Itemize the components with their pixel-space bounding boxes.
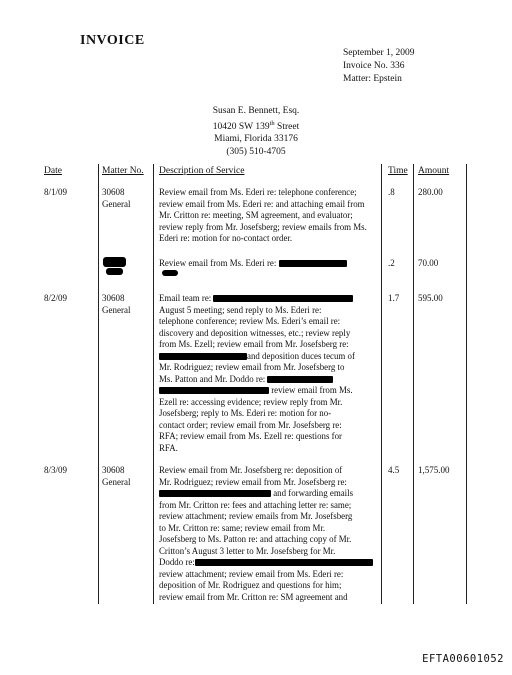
entry-description	[159, 293, 383, 454]
redaction-mark	[103, 257, 126, 267]
desc-line: Doddo re:	[159, 557, 383, 569]
desc-line: review attachment; review emails from Mr. Josefsberg	[159, 511, 353, 521]
entry-time: .8	[388, 187, 395, 197]
desc-line: Review email from Mr. Josefsberg re: deposition of	[159, 465, 343, 475]
column-rule	[466, 164, 467, 604]
desc-line: review attachment; review email from Ms. Ederi re:	[159, 568, 344, 579]
desc-line: from Mr. Critton re: fees and attaching letter re: same;	[159, 499, 352, 510]
redaction-mark	[162, 270, 178, 276]
desc-line: from Ms. Ezell; review email from Mr. Josefsberg re:	[159, 339, 349, 349]
desc-line: August 5 meeting; send reply to Ms. Ederi re:	[159, 304, 322, 315]
desc-line: contact order; review email from Mr. Josefsberg re:	[159, 419, 342, 430]
entry-matter: 30608 General	[102, 465, 131, 487]
desc-line: Mr. Rodriguez; review email from Mr. Josefsberg to	[159, 362, 345, 372]
invoice-title: INVOICE	[80, 33, 145, 48]
invoice-matter: Matter: Epstein	[343, 74, 402, 84]
entry-time: 1.7	[388, 293, 400, 303]
entry-time: 4.5	[388, 465, 400, 475]
invoice-date: September 1, 2009	[343, 48, 415, 58]
header-date: Date	[44, 166, 62, 176]
invoice-number: Invoice No. 336	[343, 61, 405, 71]
desc-line: telephone conference; review Ms. Ederi’s email re:	[159, 316, 341, 326]
desc-line: deposition of Mr. Rodriguez and questions for him;	[159, 580, 342, 590]
desc-line: to Mr. Critton re: same; review email from Mr.	[159, 522, 326, 533]
entry-description: Review email from Ms. Ederi re: telephone conference; review email from Ms. Ederi re: and attaching email from Mr. Critton re: meeting, SM agreement, and evaluator; review reply from Mr. Josefsberg; review emails from Ms. Ederi re: motion for no-contact order.	[159, 187, 367, 243]
entry-amount: 1,575.00	[418, 465, 450, 475]
column-rule	[98, 164, 99, 604]
redaction-bar	[279, 260, 347, 267]
desc-line: and forwarding emails	[159, 488, 383, 500]
redaction-mark	[106, 268, 123, 275]
entry-date: 8/1/09	[44, 187, 68, 197]
desc-line: review email from Mr. Critton re: SM agreement and	[159, 591, 348, 602]
header-time: Time	[388, 166, 408, 176]
entry-time: .2	[388, 258, 395, 268]
entry-amount: 70.00	[418, 258, 439, 268]
document-id: EFTA00601052	[422, 653, 504, 665]
desc-line: and deposition duces tecum of	[159, 351, 383, 363]
desc-line: Ezell re: accessing evidence; review reply from Mr.	[159, 396, 343, 407]
column-rule	[153, 164, 154, 604]
desc-line: Josefsberg to Ms. Patton re: and attaching copy of Mr.	[159, 534, 352, 544]
address-city: Miami, Florida 33176	[214, 134, 298, 145]
desc-line: review email from Ms.	[159, 385, 383, 397]
desc-line: RFA.	[159, 442, 178, 453]
entry-date: 8/2/09	[44, 293, 68, 303]
desc-line: Josefsberg; reply to Ms. Ederi re: motion for no-	[159, 408, 332, 418]
desc-line: Email team re:	[159, 293, 383, 305]
desc-line: Ms. Patton and Mr. Doddo re:	[159, 374, 383, 386]
address-name: Susan E. Bennett, Esq.	[212, 106, 300, 116]
entry-date: 8/3/09	[44, 465, 68, 475]
entry-description	[159, 465, 383, 603]
entry-matter: 30608 General	[102, 187, 131, 209]
header-matter: Matter No.	[102, 166, 144, 176]
desc-line: Mr. Rodriguez; review email from Mr. Josefsberg re:	[159, 476, 347, 487]
entry-amount: 595.00	[418, 293, 443, 303]
address-street: 10420 SW 139th Street	[212, 119, 300, 132]
desc-line: Critton’s August 3 letter to Mr. Josefsberg for Mr.	[159, 545, 336, 556]
invoice-meta	[343, 47, 415, 86]
column-rule	[413, 164, 414, 604]
billing-address	[0, 105, 512, 158]
entry-amount: 280.00	[418, 187, 443, 197]
desc-line: discovery and deposition witnesses, etc.; review reply	[159, 327, 351, 338]
entry-description: Review email from Ms. Ederi re:	[159, 258, 381, 270]
address-phone: (305) 510-4705	[226, 146, 286, 157]
header-description: Description of Service	[159, 166, 245, 176]
header-amount: Amount	[418, 166, 450, 176]
desc-line: RFA; review email from Ms. Ezell re: questions for	[159, 431, 342, 441]
entry-matter: 30608 General	[102, 293, 131, 315]
